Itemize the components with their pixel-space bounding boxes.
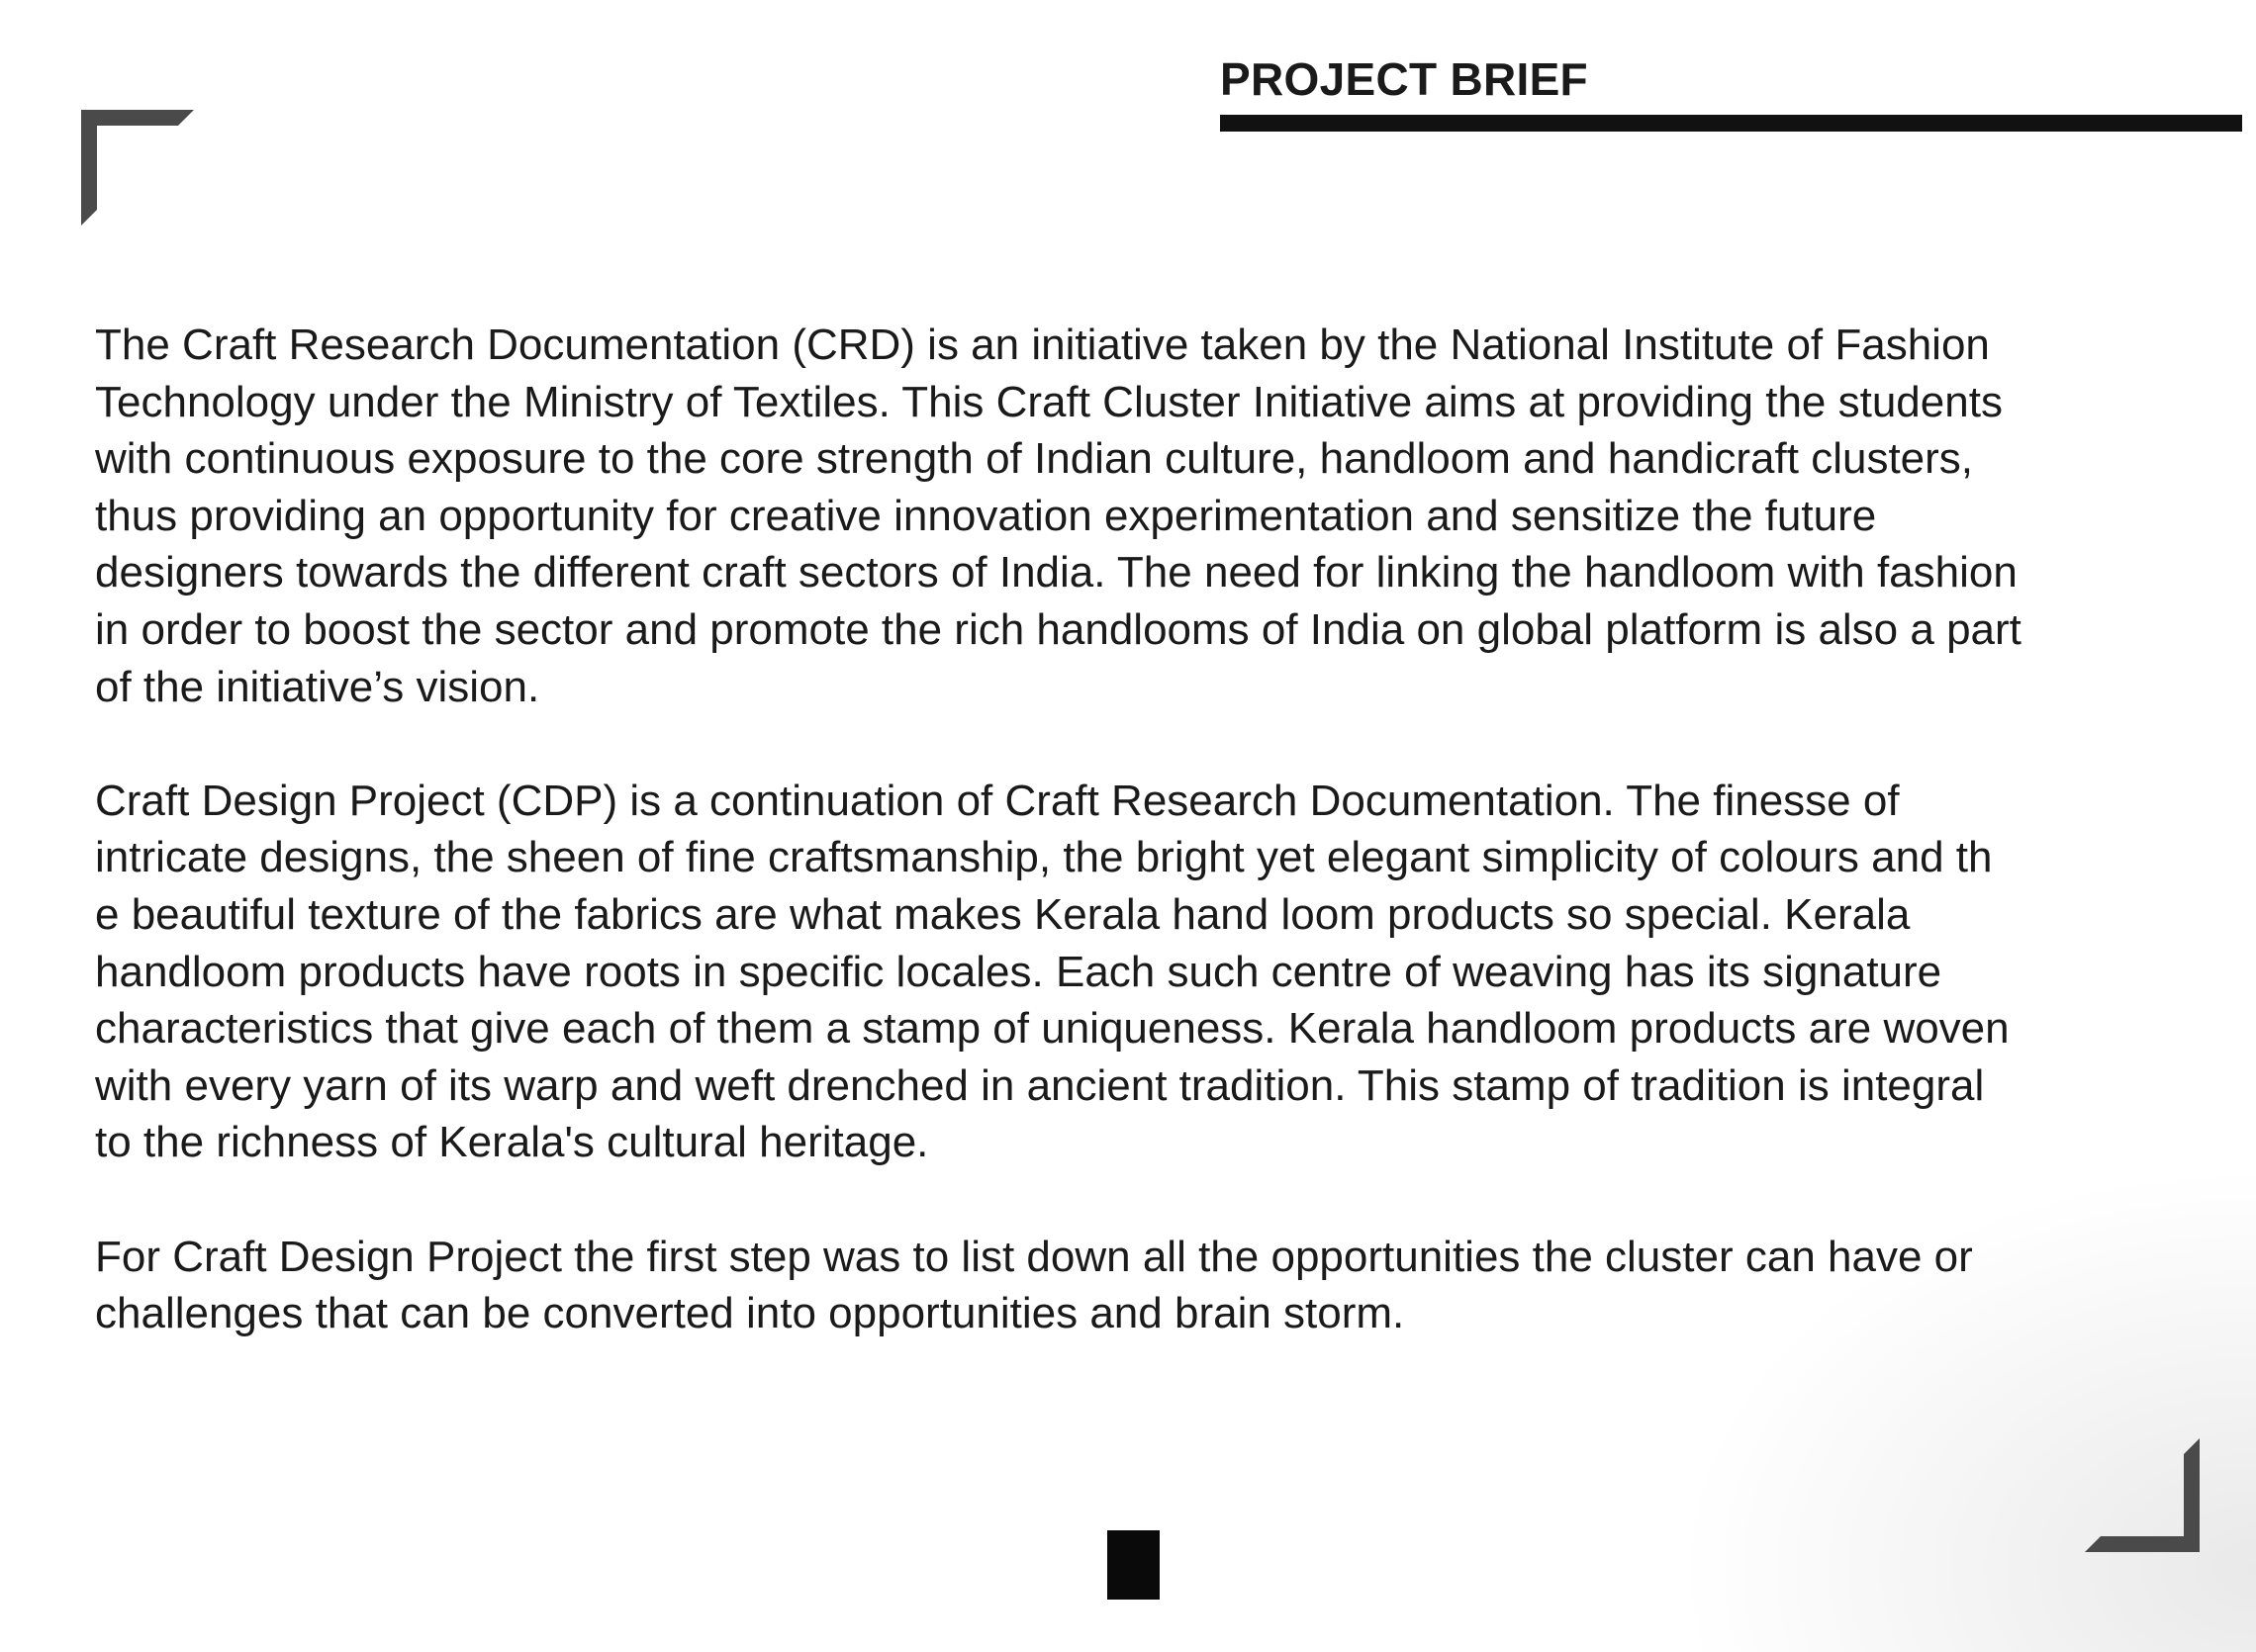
title-underline — [1220, 115, 2242, 132]
corner-bracket-top-left — [81, 110, 194, 226]
paragraph-first-step: For Craft Design Project the first step was to list down all the opportunities the cluster can have or challenges that can be converted into opportunities and brain storm. — [95, 1232, 1973, 1338]
page-marker — [1107, 1530, 1160, 1600]
page-title: PROJECT BRIEF — [1220, 53, 1588, 105]
paragraph-crd-intro: The Craft Research Documentation (CRD) is an initiative taken by the National Institute of Fashion Technology under the Ministry of Textiles. This Craft Cluster Initiative aims at providing the students with continuous exposure to the core strength of Indian culture, handloom and handicraft clusters, thus providing an opportunity for creative innovation experimentation and sensitize the future designers towards the different craft sectors of India. The need for linking the handloom with fashion in order to boost the sector and promote the rich handlooms of India on global platform is also a part of the initiative’s vision. — [95, 321, 2021, 711]
body-text — [95, 317, 2212, 1399]
paragraph-cdp-intro: Craft Design Project (CDP) is a continuation of Craft Research Documentation. The finesse of intricate designs, the sheen of fine craftsmanship, the bright yet elegant simplicity of colours and th e beautiful texture of the fabrics are what makes Kerala hand loom products so special. Kerala handloom products have roots in specific locales. Each such centre of weaving has its signature characteristics that give each of them a stamp of uniqueness. Kerala handloom products are woven with every yarn of its warp and weft drenched in ancient tradition. This stamp of tradition is integral to the richness of Kerala's cultural heritage. — [95, 776, 2010, 1167]
corner-bracket-bottom-right — [2085, 1438, 2200, 1552]
